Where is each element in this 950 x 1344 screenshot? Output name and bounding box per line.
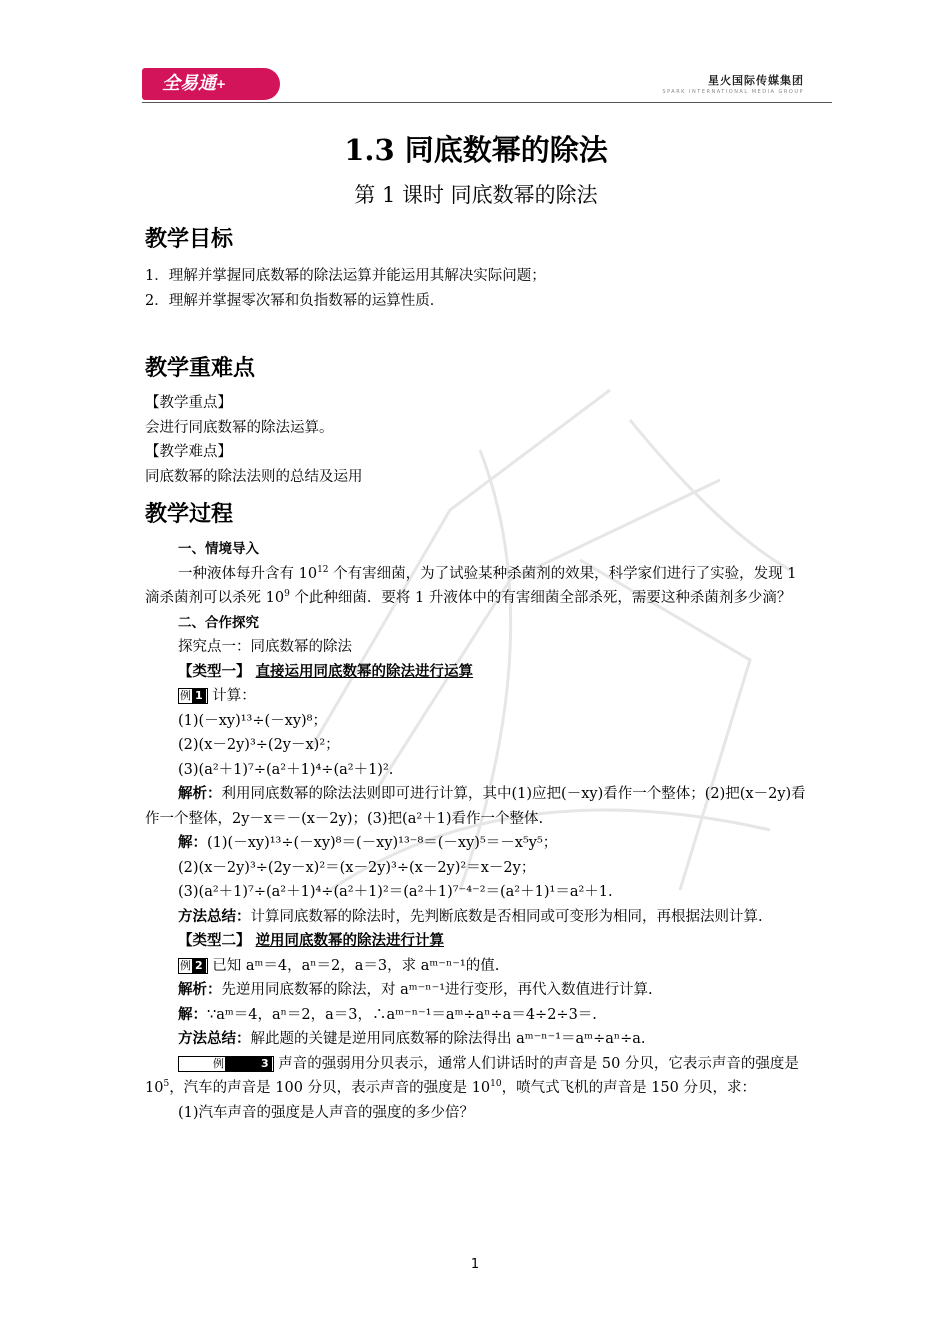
example-1-stem (145, 684, 807, 709)
example-2-stem (145, 954, 807, 979)
keypoints-heading: 教学重难点 (145, 355, 256, 381)
example-2-text: 已知 aᵐ＝4，aⁿ＝2，a＝3，求 aᵐ⁻ⁿ⁻¹的值. (207, 957, 500, 974)
process-heading: 教学过程 (145, 501, 234, 527)
method-text: 解此题的关键是逆用同底数幂的除法得出 aᵐ⁻ⁿ⁻¹＝aᵐ÷aⁿ÷a. (250, 1031, 646, 1047)
page-subtitle: 第 1 课时 同底数幂的除法 (354, 183, 598, 207)
page-number: 1 (470, 1257, 480, 1272)
type1-label: 【类型一】 (178, 662, 251, 680)
method-label: 方法总结： (178, 907, 251, 925)
page-title: 1.3 同底数幂的除法 (344, 133, 608, 167)
type2-title: 逆用同底数幂的除法进行计算 (255, 932, 445, 949)
key-label: 【教学重点】 (145, 395, 232, 411)
example-1-analysis (145, 782, 807, 831)
section-explore-heading: 二、合作探究 (178, 614, 259, 631)
goals-heading: 教学目标 (145, 226, 234, 252)
explore-point-1: 探究点一：同底数幂的除法 (178, 639, 352, 655)
intro-text-a: 一种液体每升含有 10 (178, 565, 318, 582)
type2-label: 【类型二】 (178, 932, 251, 949)
example-prefix: 例 (180, 958, 191, 972)
analysis-label: 解析： (178, 785, 222, 802)
analysis-text: 利用同底数幂的除法法则即可进行计算，其中(1)应把(－xy)看作一个整体；(2)把(x－2y)看作一个整体，2y－x＝－(x－2y)；(3)把(a²＋1)看作一个整体. (145, 786, 806, 827)
difficult-text: 同底数幂的除法法则的总结及运用 (145, 468, 363, 485)
intro-exp-2: 9 (284, 589, 290, 600)
example-1-item: (2)(x－2y)³÷(2y－x)²； (178, 737, 340, 753)
company-name-en: SPARK INTERNATIONAL MEDIA GROUP (662, 89, 804, 95)
example-2-badge (178, 958, 208, 974)
analysis-label: 解析： (178, 981, 222, 998)
intro-exp-1: 12 (317, 564, 329, 575)
goal-item: 1．理解并掌握同底数幂的除法运算并能运用其解决实际问题； (145, 268, 546, 284)
goal-item: 2．理解并掌握零次幂和负指数幂的运算性质． (145, 292, 445, 309)
brand-logo (142, 68, 280, 100)
example-1-text: 计算： (207, 688, 256, 704)
analysis-text: 先逆用同底数幂的除法，对 aᵐ⁻ⁿ⁻¹进行变形，再代入数值进行计算. (221, 982, 653, 998)
example-1-item: (1)(－xy)¹³÷(－xy)⁸； (178, 712, 327, 729)
example-3-stem (145, 1052, 807, 1101)
example-3-text-c: ，喷气式飞机的声音是 150 分贝，求： (501, 1080, 756, 1096)
solution-text: ∵aᵐ＝4，aⁿ＝2，a＝3，∴aᵐ⁻ⁿ⁻¹＝aᵐ÷aⁿ÷a＝4÷2÷3＝. (207, 1006, 597, 1023)
example-2-method (145, 1027, 807, 1052)
example-3-badge (178, 1056, 274, 1072)
logo-spark-icon: + (216, 77, 227, 91)
document-body (145, 128, 807, 1125)
example-3-exp-2: 10 (490, 1079, 502, 1090)
example-2-solution (145, 1003, 807, 1028)
intro-text-c: 个此种细菌．要将 1 升液体中的有害细菌全部杀死，需要这种杀菌剂多少滴？ (289, 590, 792, 606)
difficult-label: 【教学难点】 (145, 444, 232, 460)
company-name-cn: 星火国际传媒集团 (708, 74, 804, 87)
company-mark (662, 72, 804, 95)
example-1-solution-line: (2)(x－2y)³÷(2y－x)²＝(x－2y)³÷(x－2y)²＝x－2y； (178, 859, 536, 876)
example-prefix: 例 (213, 1056, 224, 1070)
example-1-badge (178, 688, 208, 704)
page-header (142, 64, 832, 106)
solution-label: 解： (178, 834, 207, 851)
solution-text: (1)(－xy)¹³÷(－xy)⁸＝(－xy)¹³⁻⁸＝(－xy)⁵＝－x⁵y⁵； (207, 835, 558, 851)
example-3-exp-1: 5 (163, 1079, 170, 1090)
example-number: 1 (192, 689, 206, 703)
section-intro-heading: 一、情境导入 (178, 541, 259, 557)
example-1-solution-line (145, 831, 807, 856)
intro-text-b: 个有害细菌，为了试验某种杀菌剂的效果，科学家们进行了实验，发现 1 滴杀菌剂可以杀死 10 (145, 565, 797, 606)
logo-text: 全易通 (162, 73, 216, 94)
type1-row (145, 660, 807, 685)
example-1-solution-line: (3)(a²＋1)⁷÷(a²＋1)⁴÷(a²＋1)²＝(a²＋1)⁷⁻⁴⁻²＝(a²＋1)¹＝a²＋1. (178, 884, 613, 900)
example-2-analysis (145, 978, 807, 1003)
type1-title: 直接运用同底数幂的除法进行运算 (255, 662, 474, 680)
type2-row (145, 929, 807, 954)
intro-paragraph (145, 562, 807, 611)
example-1-method (145, 905, 807, 930)
header-divider (142, 102, 832, 103)
example-3-question-1: (1)汽车声音的强度是人声音的强度的多少倍？ (178, 1104, 475, 1121)
example-prefix: 例 (180, 689, 191, 702)
example-number: 3 (225, 1057, 272, 1071)
method-text: 计算同底数幂的除法时，先判断底数是否相同或可变形为相同，再根据法则计算. (250, 908, 763, 925)
example-number: 2 (192, 959, 206, 973)
example-1-item: (3)(a²＋1)⁷÷(a²＋1)⁴÷(a²＋1)². (178, 761, 394, 778)
example-3-text-a: 声音的强弱用分贝表示，通常人们讲话时的声音是 50 分贝，它表示声音的强度是 10 (145, 1055, 799, 1096)
key-text: 会进行同底数幂的除法运算。 (145, 419, 334, 436)
solution-label: 解： (178, 1005, 207, 1023)
method-label: 方法总结： (178, 1030, 251, 1047)
example-3-text-b: ，汽车的声音是 100 分贝，表示声音的强度是 10 (169, 1080, 491, 1096)
